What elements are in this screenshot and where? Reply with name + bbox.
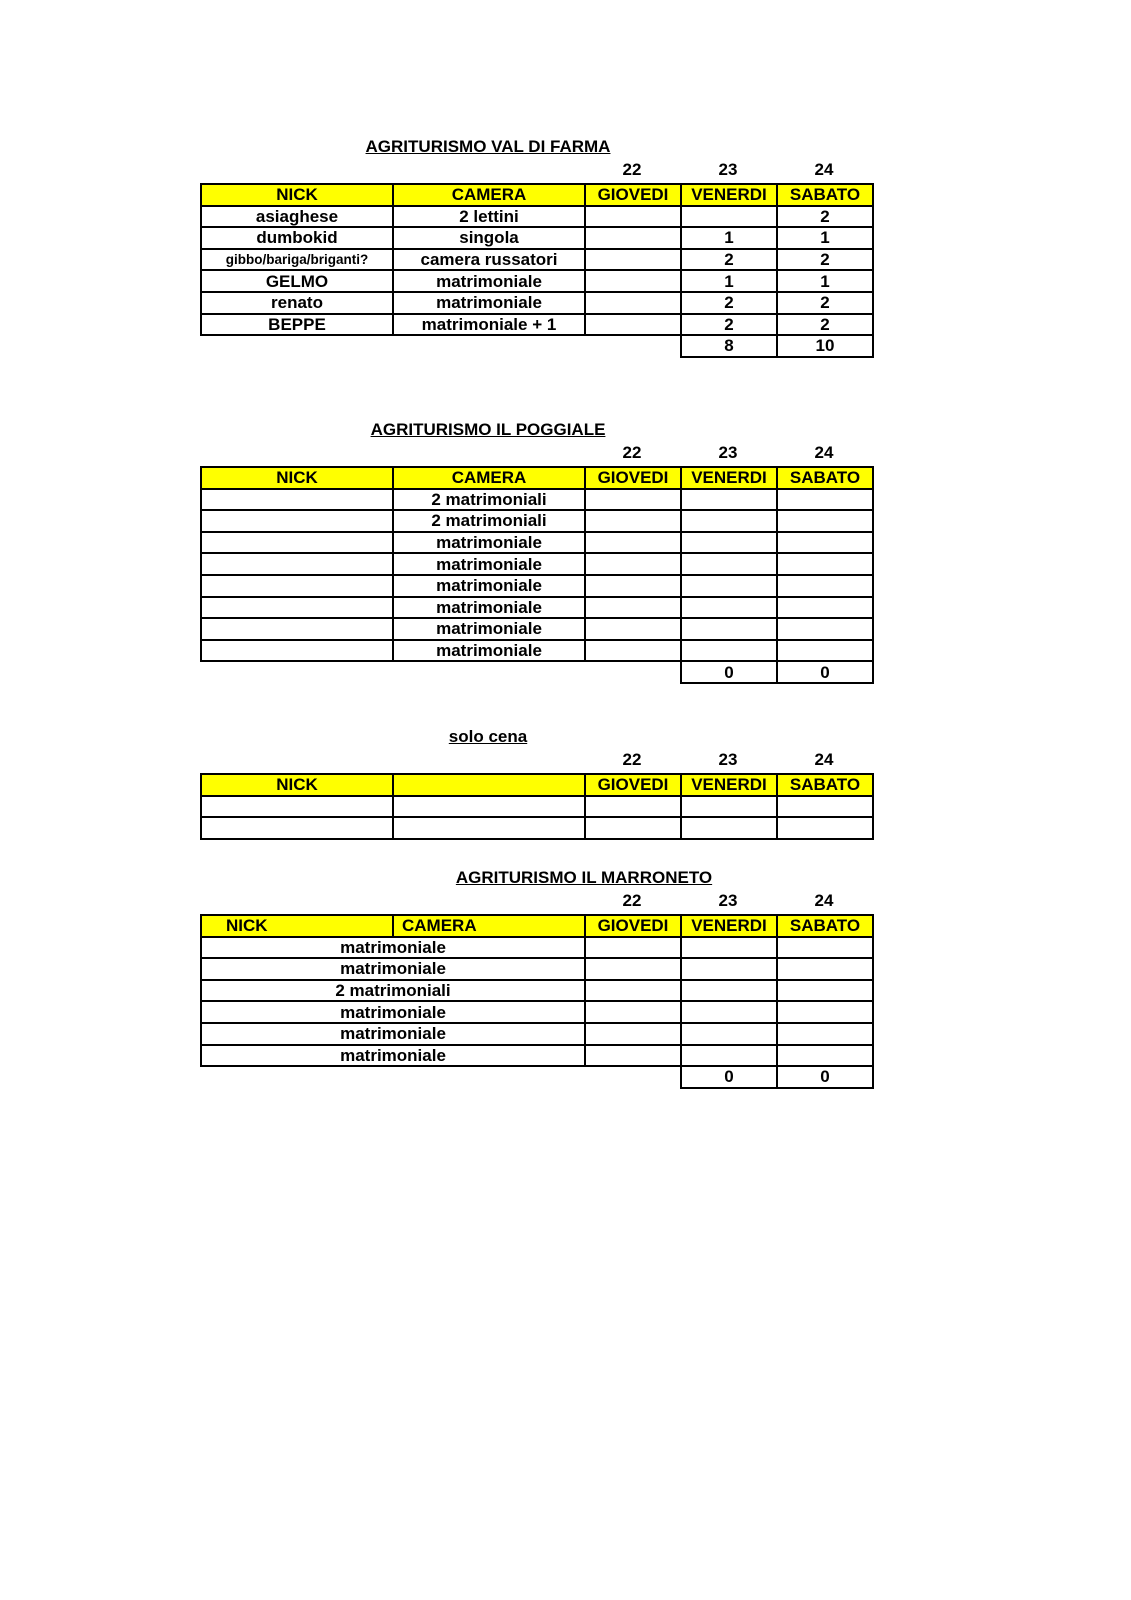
total-venerdi: 8 bbox=[681, 335, 777, 357]
table-row bbox=[201, 958, 873, 980]
date-row bbox=[200, 891, 872, 913]
venerdi-cell: 2 bbox=[681, 314, 777, 336]
sabato-cell bbox=[777, 958, 873, 980]
sabato-cell bbox=[777, 796, 873, 818]
nick-cell: asiaghese bbox=[201, 206, 393, 228]
venerdi-cell: 2 bbox=[681, 249, 777, 271]
date-row bbox=[200, 160, 872, 182]
camera-cell: 2 matrimoniali bbox=[393, 510, 585, 532]
camera-cell: matrimoniale bbox=[201, 1023, 585, 1045]
header-giovedi: GIOVEDI bbox=[585, 915, 681, 937]
sabato-cell bbox=[777, 1023, 873, 1045]
date-row bbox=[200, 443, 872, 465]
giovedi-cell bbox=[585, 1023, 681, 1045]
header-camera: CAMERA bbox=[393, 915, 585, 937]
camera-cell: matrimoniale bbox=[393, 532, 585, 554]
header-sabato: SABATO bbox=[777, 915, 873, 937]
sabato-cell bbox=[777, 640, 873, 662]
sabato-cell bbox=[777, 532, 873, 554]
venerdi-cell bbox=[681, 980, 777, 1002]
table-row bbox=[201, 553, 873, 575]
venerdi-cell bbox=[681, 206, 777, 228]
header-nick: NICK bbox=[201, 184, 393, 206]
header-sabato: SABATO bbox=[777, 774, 873, 796]
venerdi-cell bbox=[681, 597, 777, 619]
table-row bbox=[201, 817, 873, 839]
header-nick: NICK bbox=[201, 774, 393, 796]
booking-table bbox=[200, 773, 874, 840]
booking-table bbox=[200, 183, 874, 358]
giovedi-cell bbox=[585, 597, 681, 619]
date-24: 24 bbox=[814, 160, 834, 179]
table-row bbox=[201, 206, 873, 228]
sabato-cell bbox=[777, 553, 873, 575]
table-row bbox=[201, 1001, 873, 1023]
giovedi-cell bbox=[585, 489, 681, 511]
date-23: 23 bbox=[718, 891, 738, 910]
sabato-cell: 2 bbox=[777, 206, 873, 228]
venerdi-cell bbox=[681, 1001, 777, 1023]
giovedi-cell bbox=[585, 958, 681, 980]
table-header-row bbox=[201, 467, 873, 489]
camera-cell: matrimoniale bbox=[393, 553, 585, 575]
booking-table bbox=[200, 466, 874, 684]
date-23: 23 bbox=[718, 750, 738, 769]
sabato-cell: 1 bbox=[777, 270, 873, 292]
table-header-row bbox=[201, 184, 873, 206]
giovedi-cell bbox=[585, 314, 681, 336]
header-sabato: SABATO bbox=[777, 467, 873, 489]
giovedi-cell bbox=[585, 532, 681, 554]
giovedi-cell bbox=[585, 575, 681, 597]
camera-cell: singola bbox=[393, 227, 585, 249]
camera-cell: 2 lettini bbox=[393, 206, 585, 228]
giovedi-cell bbox=[585, 270, 681, 292]
sabato-cell bbox=[777, 980, 873, 1002]
date-22: 22 bbox=[622, 750, 642, 769]
nick-cell bbox=[201, 489, 393, 511]
date-22: 22 bbox=[622, 891, 642, 910]
venerdi-cell bbox=[681, 489, 777, 511]
header-venerdi: VENERDI bbox=[681, 915, 777, 937]
venerdi-cell bbox=[681, 640, 777, 662]
table-row bbox=[201, 270, 873, 292]
giovedi-cell bbox=[585, 618, 681, 640]
total-sabato: 0 bbox=[777, 661, 873, 683]
table-row bbox=[201, 796, 873, 818]
section-title: AGRITURISMO VAL DI FARMA bbox=[365, 137, 611, 156]
giovedi-cell bbox=[585, 249, 681, 271]
sabato-cell bbox=[777, 489, 873, 511]
venerdi-cell bbox=[681, 575, 777, 597]
header-nick: NICK bbox=[201, 467, 393, 489]
venerdi-cell bbox=[681, 532, 777, 554]
giovedi-cell bbox=[585, 206, 681, 228]
table-row bbox=[201, 597, 873, 619]
giovedi-cell bbox=[585, 937, 681, 959]
camera-cell: matrimoniale bbox=[201, 937, 585, 959]
giovedi-cell bbox=[585, 227, 681, 249]
sabato-cell bbox=[777, 937, 873, 959]
camera-cell: matrimoniale bbox=[201, 958, 585, 980]
table-row bbox=[201, 314, 873, 336]
table-row bbox=[201, 489, 873, 511]
header-venerdi: VENERDI bbox=[681, 184, 777, 206]
giovedi-cell bbox=[585, 980, 681, 1002]
header-camera: CAMERA bbox=[393, 467, 585, 489]
venerdi-cell: 1 bbox=[681, 270, 777, 292]
nick-cell bbox=[201, 532, 393, 554]
venerdi-cell bbox=[681, 553, 777, 575]
venerdi-cell bbox=[681, 817, 777, 839]
header-nick: NICK bbox=[201, 915, 393, 937]
date-22: 22 bbox=[622, 160, 642, 179]
camera-cell: matrimoniale bbox=[393, 618, 585, 640]
blank-cell bbox=[393, 817, 585, 839]
venerdi-cell: 1 bbox=[681, 227, 777, 249]
table-row bbox=[201, 618, 873, 640]
table-row bbox=[201, 980, 873, 1002]
camera-cell: 2 matrimoniali bbox=[201, 980, 585, 1002]
table-row bbox=[201, 532, 873, 554]
giovedi-cell bbox=[585, 796, 681, 818]
date-24: 24 bbox=[814, 750, 834, 769]
date-row bbox=[200, 750, 872, 772]
date-24: 24 bbox=[814, 443, 834, 462]
giovedi-cell bbox=[585, 640, 681, 662]
venerdi-cell bbox=[681, 1023, 777, 1045]
camera-cell: matrimoniale bbox=[393, 292, 585, 314]
section-title: solo cena bbox=[448, 727, 528, 746]
empty-cell bbox=[201, 661, 393, 683]
total-venerdi: 0 bbox=[681, 1066, 777, 1088]
table-row bbox=[201, 575, 873, 597]
section-title: AGRITURISMO IL MARRONETO bbox=[455, 868, 713, 887]
table-row bbox=[201, 1023, 873, 1045]
header-giovedi: GIOVEDI bbox=[585, 774, 681, 796]
sabato-cell bbox=[777, 1045, 873, 1067]
totals-row bbox=[201, 335, 873, 357]
giovedi-cell bbox=[585, 817, 681, 839]
table-row bbox=[201, 510, 873, 532]
empty-cell bbox=[201, 1066, 585, 1088]
camera-cell: matrimoniale bbox=[393, 270, 585, 292]
sabato-cell: 1 bbox=[777, 227, 873, 249]
camera-cell: matrimoniale bbox=[393, 575, 585, 597]
nick-cell bbox=[201, 796, 393, 818]
table-row bbox=[201, 292, 873, 314]
nick-cell: gibbo/bariga/briganti? bbox=[201, 249, 393, 271]
table-row bbox=[201, 227, 873, 249]
header-giovedi: GIOVEDI bbox=[585, 184, 681, 206]
camera-cell: matrimoniale bbox=[393, 597, 585, 619]
nick-cell: dumbokid bbox=[201, 227, 393, 249]
nick-cell bbox=[201, 553, 393, 575]
total-sabato: 10 bbox=[777, 335, 873, 357]
empty-cell bbox=[393, 661, 585, 683]
totals-row bbox=[201, 1066, 873, 1088]
nick-cell bbox=[201, 575, 393, 597]
header-venerdi: VENERDI bbox=[681, 467, 777, 489]
giovedi-cell bbox=[585, 553, 681, 575]
date-23: 23 bbox=[718, 443, 738, 462]
giovedi-cell bbox=[585, 510, 681, 532]
sabato-cell bbox=[777, 575, 873, 597]
venerdi-cell bbox=[681, 796, 777, 818]
camera-cell: camera russatori bbox=[393, 249, 585, 271]
venerdi-cell bbox=[681, 618, 777, 640]
venerdi-cell bbox=[681, 1045, 777, 1067]
camera-cell: matrimoniale + 1 bbox=[393, 314, 585, 336]
venerdi-cell bbox=[681, 958, 777, 980]
header-giovedi: GIOVEDI bbox=[585, 467, 681, 489]
giovedi-cell bbox=[585, 1001, 681, 1023]
sabato-cell: 2 bbox=[777, 314, 873, 336]
totals-row bbox=[201, 661, 873, 683]
nick-cell: GELMO bbox=[201, 270, 393, 292]
sabato-cell bbox=[777, 817, 873, 839]
sabato-cell bbox=[777, 597, 873, 619]
empty-cell bbox=[201, 335, 393, 357]
empty-cell bbox=[393, 335, 585, 357]
blank-cell bbox=[393, 796, 585, 818]
date-24: 24 bbox=[814, 891, 834, 910]
header-blank bbox=[393, 774, 585, 796]
table-row bbox=[201, 1045, 873, 1067]
nick-cell bbox=[201, 817, 393, 839]
venerdi-cell bbox=[681, 937, 777, 959]
date-22: 22 bbox=[622, 443, 642, 462]
camera-cell: 2 matrimoniali bbox=[393, 489, 585, 511]
booking-table bbox=[200, 914, 874, 1089]
nick-cell bbox=[201, 510, 393, 532]
sabato-cell bbox=[777, 618, 873, 640]
total-venerdi: 0 bbox=[681, 661, 777, 683]
camera-cell: matrimoniale bbox=[393, 640, 585, 662]
camera-cell: matrimoniale bbox=[201, 1045, 585, 1067]
table-row bbox=[201, 249, 873, 271]
table-row bbox=[201, 640, 873, 662]
sabato-cell: 2 bbox=[777, 292, 873, 314]
nick-cell bbox=[201, 597, 393, 619]
camera-cell: matrimoniale bbox=[201, 1001, 585, 1023]
header-camera: CAMERA bbox=[393, 184, 585, 206]
giovedi-cell bbox=[585, 292, 681, 314]
nick-cell bbox=[201, 618, 393, 640]
giovedi-cell bbox=[585, 1045, 681, 1067]
sabato-cell bbox=[777, 510, 873, 532]
table-header-row bbox=[201, 915, 873, 937]
total-sabato: 0 bbox=[777, 1066, 873, 1088]
sabato-cell: 2 bbox=[777, 249, 873, 271]
header-venerdi: VENERDI bbox=[681, 774, 777, 796]
sabato-cell bbox=[777, 1001, 873, 1023]
venerdi-cell: 2 bbox=[681, 292, 777, 314]
section-title: AGRITURISMO IL POGGIALE bbox=[370, 420, 606, 439]
table-row bbox=[201, 937, 873, 959]
date-23: 23 bbox=[718, 160, 738, 179]
venerdi-cell bbox=[681, 510, 777, 532]
nick-cell bbox=[201, 640, 393, 662]
nick-cell: BEPPE bbox=[201, 314, 393, 336]
table-header-row bbox=[201, 774, 873, 796]
empty-cell bbox=[585, 661, 681, 683]
empty-cell bbox=[585, 1066, 681, 1088]
empty-cell bbox=[585, 335, 681, 357]
nick-cell: renato bbox=[201, 292, 393, 314]
header-sabato: SABATO bbox=[777, 184, 873, 206]
